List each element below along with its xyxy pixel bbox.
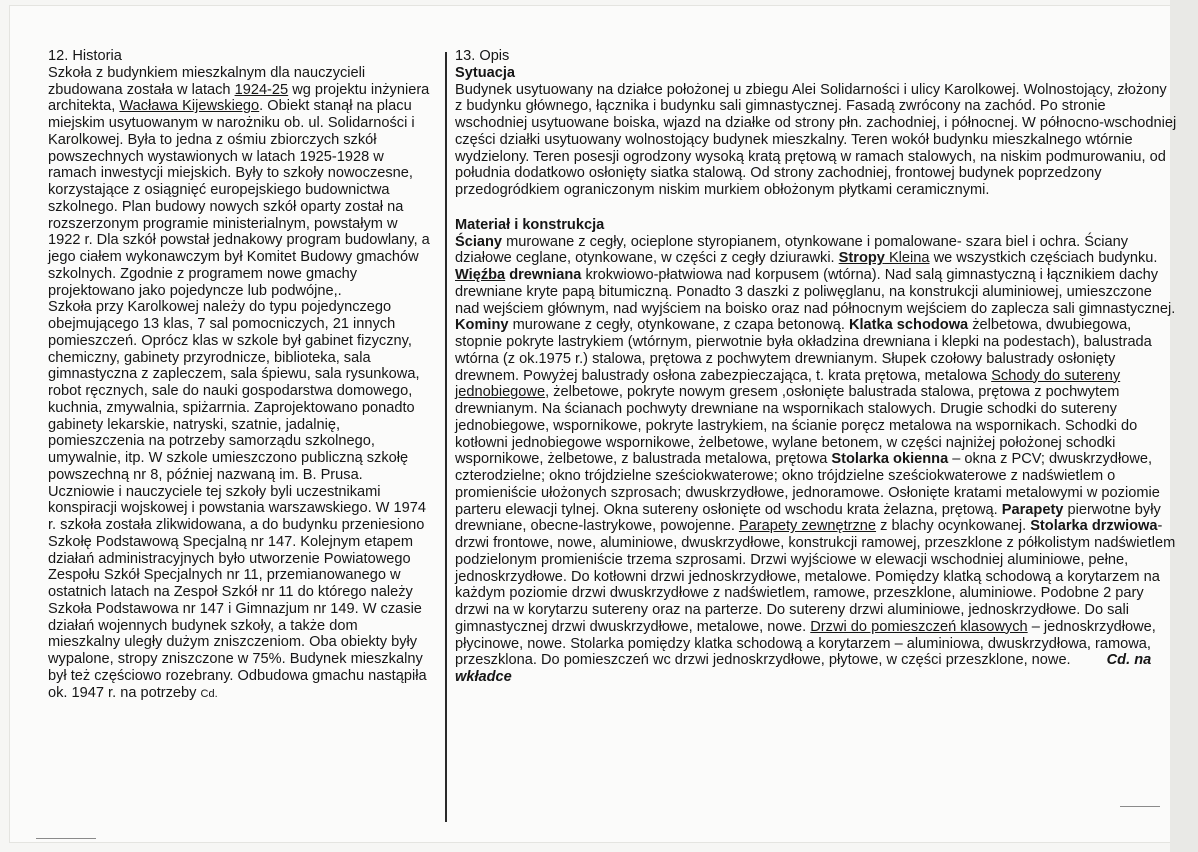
history-column bbox=[48, 48, 433, 702]
text-run: . Obiekt stanął na placu miejskim usytuowanym w narożniku ob. ul. Solidarności i Karolkowej. Była to jedna z ośmiu zbiorczych szkół powszechnych wystawionych w latach 1925-1928 w ramach inwestycji miejskich. Były to szkoły nowoczesne, korzystające z osiągnięć europejskiego budownictwa szkolnego. Plan budowy nowych szkół oparty został na rozszerzonym programie ministerialnym, powstałym w 1922 r. Dla szkół powstał jednakowy program budowlany, a jego ciałem wykonawczym był Komitet Budowy gmachów szkolnych. Zgodnie z programem nowe gmachy projektowano jako pojedyncze lub podwójne,. bbox=[48, 98, 430, 299]
text-run: murowane z cegły, ocieplone styropianem, otynkowane i pomalowane- szara biel i ochra. Ściany działowe ceglane, otynkowane, w części z cegły dziurawki. bbox=[455, 233, 1129, 267]
description-column bbox=[455, 48, 1177, 686]
text-run: Więźba bbox=[455, 267, 506, 283]
situation-title: Sytuacja bbox=[455, 64, 516, 81]
text-run: murowane z cegły, otynkowane, z czapa betonową. bbox=[508, 317, 849, 334]
text-run: Klatka schodowa bbox=[848, 317, 969, 334]
text-run: Stolarka drzwiowa bbox=[1030, 518, 1158, 535]
situation-body bbox=[455, 82, 1177, 199]
section-gap bbox=[455, 199, 1177, 217]
text-run: Budynek usytuowany na działce położonej u zbiegu Alei Solidarności i ulicy Karolkowej. Wolnostojący, złożony z budynku głównego, łącznika i budynku sali gimnastycznej. Fasadą zwrócony na zachód. Po stronie wschodniej usytuowane boiska, wjazd na działke od strony płn. zachodniej, i północnej. W północno-wschodniej części działki usytuowany wolnostojący budynek mieszkalny. Teren wokół budynku mieszkalnego wtórnie wydzielony. Teren posesji ogrodzony wysoką kratą prętową w ramach stalowych, na niskim podmurowaniu, od południa dodatkowo osłonięty siatka stalową. Od strony zachodniej, frontowej budynek poprzedzony przedogródkiem ograniczonym niskim murkiem obłożonym płytkami ceramicznymi. bbox=[455, 81, 1177, 198]
text-run: – jednoskrzydłowe, płycinowe, nowe. Stolarka pomiędzy klatka schodową a korytarzem – aluminiowa, dwuskrzydłowa, ramowa, przeszklona. Do pomieszczeń wc drzwi jednoskrzydłowe, płytowe, w części przeszklone, nowe. bbox=[455, 618, 1156, 669]
text-run: drewniana bbox=[505, 267, 582, 283]
text-run: Ściany bbox=[455, 233, 503, 250]
text-run: Parapety zewnętrzne bbox=[738, 518, 877, 535]
scan-mark bbox=[36, 838, 96, 839]
text-run: 1924-25 bbox=[234, 81, 289, 98]
text-run: Stropy bbox=[838, 250, 885, 267]
text-run: , żelbetowe, pokryte nowym gresem ,osłonięte balustrada stalowa, prętowa z pochwytem drewnianym. Na ścianach pochwyty drewniane na wspornikach stalowych. Drugie schodki do sutereny jednobiegowe, wspornikowe, pokryte lastrykiem, na ścianie poręcz metalowa na wspornikach. Schodki do kotłowni jednobiegowe wspornikowe, żelbetowe, wylane betonem, w części najniżej położonej schodki wspornikowe, żelbetowe, z balustrada metalowa, prętowa bbox=[455, 384, 1138, 468]
construction-title: Materiał i konstrukcja bbox=[455, 216, 605, 233]
text-run: Cd. bbox=[200, 687, 218, 700]
text-run: Szkoła przy Karolkowej należy do typu pojedynczego obejmującego 13 klas, 7 sal pomocniczych, 21 innych pomieszczeń. Oprócz klas w szkole był gabinet fizyczny, chemiczny, gabinety przyrodnicze, biblioteka, sala gimnastyczna z zapleczem, sala śpiewu, sala rysunkowa, robot ręcznych, sale do nauki gospodarstwa domowego, kuchnia, zmywalnia, spiżarrnia. Zaprojektowano ponadto gabinety lekarskie, natryski, szatnie, jadalnię, pomieszczenia na potrzeby samorządu szkolnego, umywalnie, itp. W szkole umieszczono publiczną szkołę powszechną nr 8, później nazwaną im. B. Prusa. bbox=[48, 299, 420, 483]
text-run: Uczniowie i nauczyciele tej szkoły byli uczestnikami konspiracji wojskowej i powstania warszawskiego. W 1974 r. szkoła została zlikwidowana, a do budynku przeniesiono Szkołę Podstawową Specjalną nr 147. Kolejnym etapem działań administracyjnych było utworzenie Powiatowego Zespołu Szkół Specjalnych nr 11, przemianowanego w ostatnich latach na Zespoł Szkół nr 11 do którego należy Szkoła Podstawowa nr 147 i Gimnazjum nr 149. W czasie działań wojennych budynek szkoły, a także dom mieszkalny uległy dużym zniszczeniom. Oba obiekty były wypalone, stropy zniszczone w 75%. Budynek mieszkalny był też częściowo rozebrany. Odbudowa gmachu nastąpiła ok. 1947 r. na potrzeby bbox=[48, 483, 427, 701]
text-run: – okna z PCV; dwuskrzydłowe, czterodzielne; okno trójdzielne sześciokwaterowe; okno trójdzielne sześciokwaterowe z nadświetlem o promieniście ułożonych szprosach; dwuskrzydłowe, jednoramowe. Osłonięte kratami metalowymi w poziomie parteru elewacji tylnej. Okna sutereny osłonięte od wschodu krata żelazna, prętową. bbox=[455, 451, 1160, 518]
text-run: krokwiowo-płatwiowa nad korpusem (wtórna). Nad salą gimnastyczną i łącznikiem dachy drewniane kryte papą bitumiczną. Ponadto 3 daszki z poliwęglanu, na konstrukcji aluminiowej, umieszczone nad wejściem głównym, nad wyjściem na boisko oraz nad północnym wejściem do zaplecza sali gimnastycznej. bbox=[455, 267, 1176, 317]
text-run: Kleina bbox=[884, 250, 930, 267]
text-run: we wszystkich częściach budynku. bbox=[929, 250, 1158, 267]
text-run: wg projektu inżyniera architekta, bbox=[48, 81, 430, 115]
text-run: Schody do sutereny jednobiegowe bbox=[455, 367, 1121, 401]
text-run: Szkoła z budynkiem mieszkalnym dla nauczycieli zbudowana została w latach bbox=[48, 64, 366, 98]
history-paragraph-3 bbox=[48, 484, 433, 703]
scan-mark bbox=[1120, 806, 1160, 807]
history-paragraph-2 bbox=[48, 299, 433, 483]
text-run: z blachy ocynkowanej. bbox=[876, 518, 1031, 535]
history-heading: 12. Historia bbox=[48, 48, 122, 64]
construction-body bbox=[455, 234, 1177, 686]
column-divider bbox=[445, 52, 447, 822]
construction-text bbox=[455, 234, 1175, 669]
continued-label: Cd. na wkładce bbox=[455, 652, 1152, 685]
text-run: żelbetowa, dwubiegowa, stopnie pokryte lastrykiem (wtórnym, pierwotnie była okładzina drewniana i klepki na podestach), balustrada wtórna (z ok.1975 r.) stalowa, prętowa z pochwytem drewnianym. Słupek czołowy balustrady osłonięty drewnem. Powyżej balustrady osłona zabezpieczająca, t. krata prętowa, metalowa bbox=[455, 317, 1152, 384]
text-run: - drzwi frontowe, nowe, aluminiowe, dwuskrzydłowe, konstrukcji ramowej, przeszklone z półkolistym nadświetlem podzielonym promieniście trzema szprosami. Drzwi wyjściowe w elewacji wschodniej aluminiowe, pełne, jednoskrzydłowe. Do kotłowni drzwi jednoskrzydłowe, metalowe. Pomiędzy klatką schodową a korytarzem na każdym poziomie drzwi dwuskrzydłowe z nadświetlem, ramowe, przeszklone, aluminiowe. Podobne 2 pary drzwi na w korytarzu sutereny oraz na parterze. Do sutereny drzwi aluminiowe, jednoskrzydłowe. Do sali gimnastycznej drzwi dwuskrzydłowe, metalowe, nowe. bbox=[455, 518, 1176, 635]
text-run: pierwotne były drewniane, obecne-lastrykowe, powojenne. bbox=[455, 501, 1161, 535]
description-heading: 13. Opis bbox=[455, 48, 510, 64]
text-run: Stolarka okienna bbox=[831, 451, 949, 468]
text-run: Parapety bbox=[1001, 501, 1064, 518]
history-paragraph-1 bbox=[48, 65, 433, 300]
text-run: Drzwi do pomieszczeń klasowych bbox=[810, 618, 1028, 635]
text-run: Kominy bbox=[455, 317, 509, 334]
text-run: Wacława Kijewskiego bbox=[119, 98, 260, 115]
